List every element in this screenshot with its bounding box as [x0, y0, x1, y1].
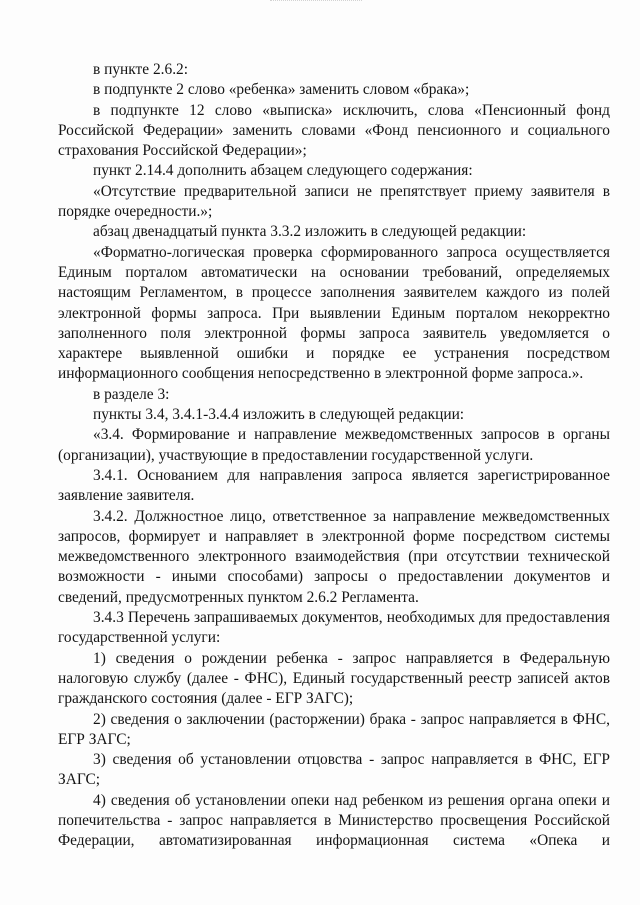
paragraph: в пункте 2.6.2: — [93, 61, 189, 78]
paragraph: «Форматно-логическая проверка сформированного запроса осуществляется Единым порталом автоматически на основании требований, определяемых настоящим Регламентом, в процессе заполнения заявителем каждого из полей электронной формы запроса. При выявлении Единым порталом некорректно заполненного поля электронной формы запроса заявитель уведомляется о характере выявленной ошибки и порядке ее устранения посредством информационного сообщения непосредственно в электронной форме запроса.». — [58, 243, 610, 383]
paragraph: 1) сведения о рождении ребенка - запрос направляется в Федеральную налоговую службу (далее - ФНС), Единый государственный реестр записей актов гражданского состояния (далее - ЕГР ЗАГС); — [58, 649, 610, 708]
paragraph: «3.4. Формирование и направление межведомственных запросов в органы (организации), участвующие в предоставлении государственной услуги. — [58, 426, 610, 464]
paragraph: пункты 3.4, 3.4.1-3.4.4 изложить в следующей редакции: — [93, 406, 465, 424]
paragraph: 2) сведения о заключении (расторжении) брака - запрос направляется в ФНС, ЕГР ЗАГС; — [58, 710, 610, 748]
paragraph: 3.4.1. Основанием для направления запроса является зарегистрированное заявление заявителя. — [58, 466, 610, 505]
paragraph: в подпункте 12 слово «выписка» исключить, слова «Пенсионный фонд Российской Федерации» заменить словами «Фонд пенсионного и социального страхования Российской Федерации»; — [58, 101, 610, 160]
paragraph: абзац двенадцатый пункта 3.3.2 изложить в следующей редакции: — [93, 223, 527, 241]
paragraph: 3) сведения об установлении отцовства - запрос направляется в ФНС, ЕГР ЗАГС; — [58, 751, 610, 789]
paragraph: 3.4.2. Должностное лицо, ответственное за направление межведомственных запросов, формирует и направляет в электронной форме посредством системы межведомственного электронного взаимодействия (при отсутствии технической возможности - иными способами) запросы о предоставлении документов и сведений, предусмотренных пунктом 2.6.2 Регламента. — [58, 507, 610, 606]
page-top-mark — [270, 0, 362, 7]
paragraph: «Отсутствие предварительной записи не препятствует приему заявителя в порядке очередности.»; — [58, 182, 610, 221]
paragraph: 4) сведения об установлении опеки над ребенком из решения органа опеки и попечительства - запрос направляется в Министерство просвещения Российской Федерации, автоматизированная информационная система «Опека и — [58, 791, 610, 850]
paragraph: 3.4.3 Перечень запрашиваемых документов, необходимых для предоставления государственной услуги: — [58, 609, 610, 647]
document-body — [58, 60, 610, 852]
paragraph: пункт 2.14.4 дополнить абзацем следующего содержания: — [93, 162, 473, 180]
paragraph: в разделе 3: — [93, 385, 170, 403]
paragraph: в подпункте 2 слово «ребенка» заменить словом «брака»; — [93, 81, 470, 99]
